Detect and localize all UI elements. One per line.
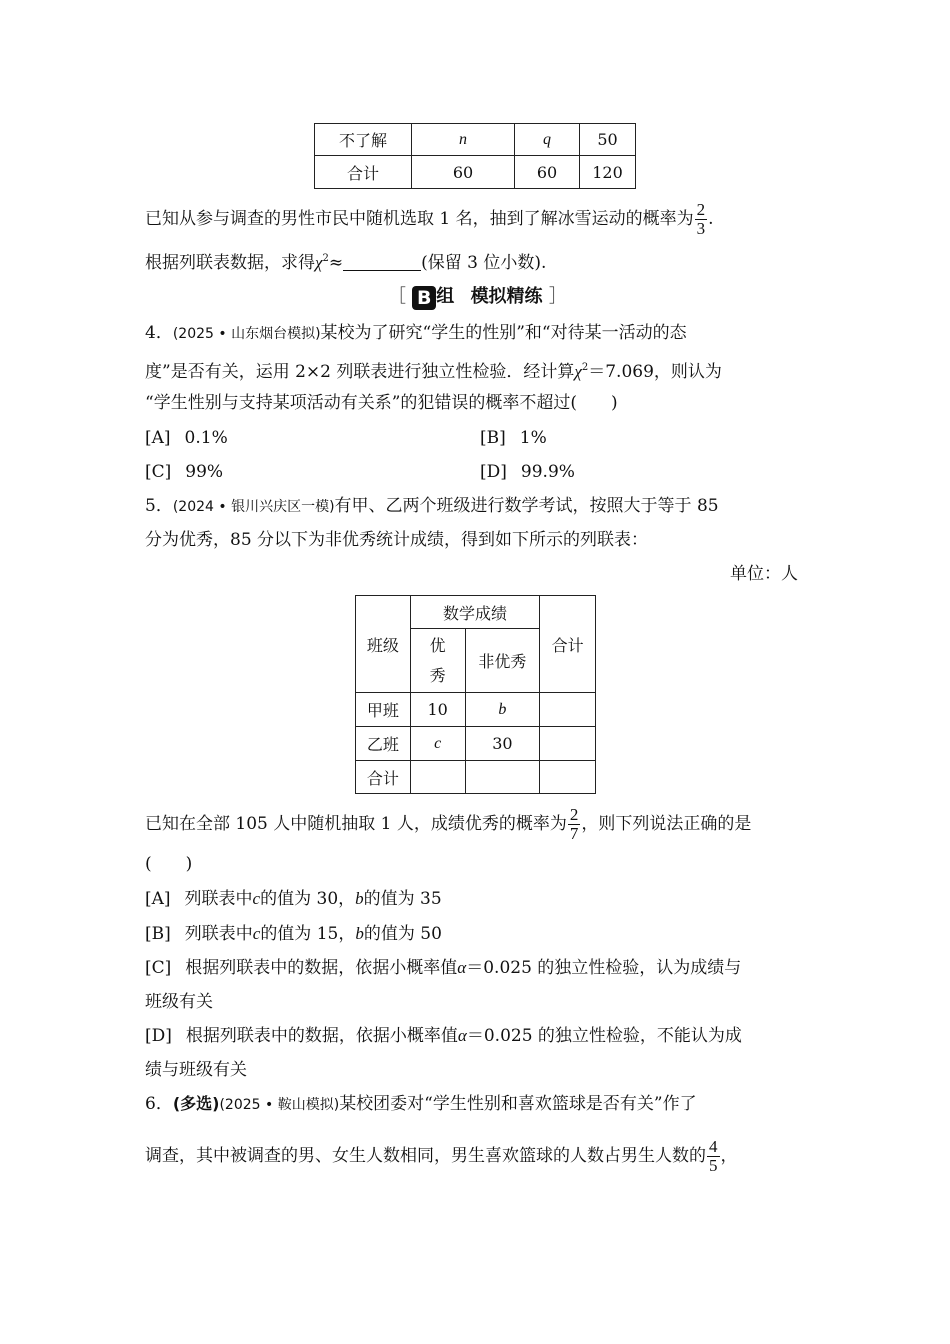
q4-option-d[interactable]: [D] 99.9% — [480, 462, 575, 482]
row-label: 甲班 — [356, 693, 411, 727]
top-contingency-table — [314, 123, 636, 189]
cell-value: 50 — [580, 124, 636, 156]
cell-n: n — [412, 124, 515, 156]
q6-line-2: 调查，其中被调查的男、女生人数相同，男生喜欢篮球的人数占男生人数的 $\frac{4}{5}$ ， — [145, 1137, 738, 1175]
q5-option-b[interactable]: [B] 列联表中c的值为 15，b的值为 50 — [145, 924, 442, 944]
cell-value — [410, 761, 465, 794]
q4-line-2: 度”是否有关，运用 2×2 列联表进行独立性检验．经计算$\chi^2=7.069$，则认为 — [145, 362, 722, 382]
q5-stem: 已知在全部 105 人中随机抽取 1 人，成绩优秀的概率为 $\frac{2}{7}$ ，则下列说法正确的是 — [145, 805, 752, 843]
cell-value: 60 — [412, 156, 515, 189]
q5-line-1: 5．(2024 • 银川兴庆区一模)有甲、乙两个班级进行数学考试，按照大于等于 85 — [145, 496, 719, 516]
row-label: 乙班 — [356, 727, 411, 761]
cell-value: 10 — [410, 693, 465, 727]
cell-label: 合计 — [315, 156, 412, 189]
excellent-header: 优秀 — [410, 629, 465, 693]
q5-option-c-cont: 班级有关 — [145, 992, 213, 1012]
cell-value — [540, 761, 596, 794]
fraction: $\frac{4}{5}$ — [709, 1137, 718, 1175]
q4-option-a[interactable]: [A] 0.1% — [145, 428, 228, 448]
q5-answer-paren: ( ) — [145, 854, 193, 874]
cell-value: 30 — [465, 727, 540, 761]
section-heading: ［ B 组 模拟精练 ］ — [388, 286, 567, 309]
q4-option-c[interactable]: [C] 99% — [145, 462, 224, 482]
fraction: $\frac{2}{3}$ — [696, 200, 706, 238]
fraction: $\frac{2}{7}$ — [569, 805, 579, 843]
q5-option-d[interactable]: [D] 根据列联表中的数据，依据小概率值α＝0.025 的独立性检验，不能认为成 — [145, 1026, 742, 1046]
cell-q: q — [515, 124, 580, 156]
q5-option-c[interactable]: [C] 根据列联表中的数据，依据小概率值α＝0.025 的独立性检验，认为成绩与 — [145, 958, 742, 978]
cell-c: c — [410, 727, 465, 761]
cell-value: 60 — [515, 156, 580, 189]
cell-value: 120 — [580, 156, 636, 189]
q6-line-1: 6．(多选)(2025 • 鞍山模拟)某校团委对“学生性别和喜欢篮球是否有关”作了 — [145, 1094, 697, 1114]
q3-line-2: 根据列联表数据，求得$\chi^2\approx$ (保留 3 位小数). — [145, 253, 547, 273]
cell-b: b — [465, 693, 540, 727]
not-excellent-header: 非优秀 — [465, 629, 540, 693]
q5-unit: 单位：人 — [730, 564, 798, 584]
q5-option-a[interactable]: [A] 列联表中c的值为 30，b的值为 35 — [145, 889, 442, 909]
section-badge: B — [412, 286, 436, 310]
score-header: 数学成绩 — [410, 596, 539, 629]
q5-line-2: 分为优秀，85 分以下为非优秀统计成绩，得到如下所示的列联表： — [145, 530, 649, 550]
cell-value — [465, 761, 540, 794]
row-label: 合计 — [356, 761, 411, 794]
q5-contingency-table — [355, 595, 596, 794]
class-header: 班级 — [356, 596, 411, 693]
answer-blank[interactable] — [343, 252, 421, 271]
cell-value — [540, 727, 596, 761]
cell-label: 不了解 — [315, 124, 412, 156]
q3-line-1: 已知从参与调查的男性市民中随机选取 1 名，抽到了解冰雪运动的概率为 $\frac{2}{3}$ . — [145, 200, 714, 238]
q4-line-3: “学生性别与支持某项活动有关系”的犯错误的概率不超过( ) — [145, 393, 618, 413]
q4-line-1: 4．(2025 • 山东烟台模拟)某校为了研究“学生的性别”和“对待某一活动的态 — [145, 323, 687, 343]
cell-value — [540, 693, 596, 727]
q5-option-d-cont: 绩与班级有关 — [145, 1060, 247, 1080]
total-header: 合计 — [540, 596, 596, 693]
q4-option-b[interactable]: [B] 1% — [480, 428, 547, 448]
